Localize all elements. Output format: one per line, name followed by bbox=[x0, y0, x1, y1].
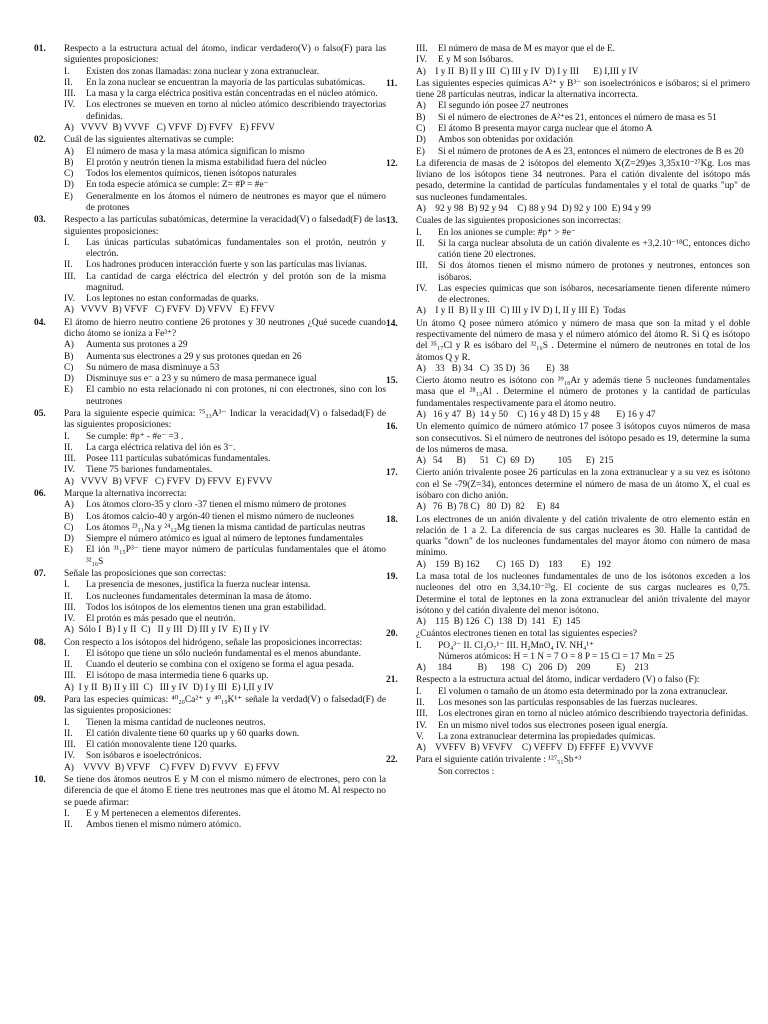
option-text: El cambio no esta relacionado ni con protones, ni con electrones, sino con los neutrones bbox=[86, 385, 386, 407]
question bbox=[386, 79, 750, 158]
question-number: 02. bbox=[34, 135, 46, 146]
option-label: I. bbox=[416, 686, 422, 697]
option-label: III. bbox=[416, 44, 428, 54]
question bbox=[34, 775, 386, 831]
question-text: Cuales de las siguientes proposiciones son incorrectas: bbox=[416, 216, 622, 227]
option-item bbox=[386, 767, 750, 778]
option-text: En toda especie atómica se cumple: Z= #P = #e⁻ bbox=[86, 180, 269, 191]
option-text: Siempre el número atómico es igual al número de leptones fundamentales bbox=[86, 534, 363, 545]
question-number: 08. bbox=[34, 637, 46, 648]
option-text: El protón y neutrón tienen la misma estabilidad fuera del núcleo bbox=[86, 157, 327, 168]
option-item bbox=[34, 272, 386, 295]
option-label: II. bbox=[64, 442, 73, 453]
question bbox=[386, 515, 750, 571]
question-text: La masa total de los nucleones fundamentales de uno de los isótonos exceden a los nucleones del otro en 3,34.10⁻²³g. El cociente de sus cargas nucleares es 0,75. Determine el total de leptones en la zona extranuclear del anión trivalente del mayor isótono y del catión divalente del menor isótono. bbox=[416, 571, 750, 616]
question-text: Respecto a las partículas subatómicas, determine la veracidad(V) o falsedad(F) de las siguientes proposiciones: bbox=[64, 215, 386, 237]
option-item bbox=[34, 443, 386, 454]
option-item bbox=[34, 660, 386, 671]
question-number: 22. bbox=[386, 755, 398, 766]
question-number: 06. bbox=[34, 488, 46, 499]
option-item bbox=[34, 740, 386, 751]
option-text: Los átomos ²³₁₁Na y ²⁴₁₂Mg tienen la misma cantidad de partículas neutras bbox=[86, 522, 366, 533]
option-item bbox=[34, 592, 386, 603]
question-number: 15. bbox=[386, 376, 398, 387]
question-text: Para las especies químicas: ⁴⁰₂₀Ca²⁺ y ⁴⁰₁₉K¹⁺ señale la verdad(V) o falsedad(F) de las siguientes proposiciones: bbox=[64, 695, 386, 717]
option-item bbox=[386, 721, 750, 732]
option-label: B) bbox=[64, 157, 74, 168]
question-text: Con respecto a los isótopos del hidrógeno, señale las proposiciones incorrectas: bbox=[64, 637, 363, 648]
question-header bbox=[386, 79, 750, 102]
option-label: I. bbox=[64, 66, 70, 77]
question-text: Un elemento químico de número atómico 17 posee 3 isótopos cuyos números de masa son consecutivos. Si el número de neutrones del isótopo pesado es 19, determine la suma de los números de masa. bbox=[416, 422, 750, 455]
option-text: El isótopo que tiene un sólo nucleón fundamental es el menos abundante. bbox=[86, 648, 361, 659]
option-label: D) bbox=[416, 135, 426, 146]
option-label: B) bbox=[416, 112, 426, 123]
question-header bbox=[34, 695, 386, 718]
question bbox=[386, 319, 750, 375]
question bbox=[386, 629, 750, 674]
question-header bbox=[386, 572, 750, 617]
option-text: Disminuye sus e⁻ a 23 y su número de masa permanece igual bbox=[86, 374, 317, 385]
option-label: I. bbox=[64, 648, 70, 659]
question-header bbox=[386, 376, 750, 410]
option-item bbox=[34, 809, 386, 820]
option-item bbox=[34, 374, 386, 385]
option-label: IV. bbox=[64, 614, 76, 625]
question-header bbox=[386, 468, 750, 502]
question-header bbox=[386, 629, 750, 640]
option-text: Las especies químicas que son isóbaros, necesariamente tienen diferente número de electrones. bbox=[438, 283, 750, 306]
question-header bbox=[34, 215, 386, 238]
question-header bbox=[34, 638, 386, 649]
question-number: 19. bbox=[386, 571, 398, 582]
question-number: 14. bbox=[386, 318, 398, 329]
option-item bbox=[34, 385, 386, 408]
option-item bbox=[34, 718, 386, 729]
answer-choices: A) Sólo I B) I y II C) II y III D) III y IV E) II y IV bbox=[64, 625, 270, 636]
option-item bbox=[34, 294, 386, 305]
option-item bbox=[34, 352, 386, 363]
option-text: Los hadrones producen interacción fuerte y son las partículas mas livianas. bbox=[86, 260, 367, 271]
option-label: A) bbox=[416, 101, 426, 112]
option-text: Son correctos : bbox=[438, 766, 495, 777]
question bbox=[34, 135, 386, 214]
option-label: A) bbox=[64, 500, 74, 511]
option-item bbox=[34, 580, 386, 591]
option-item bbox=[34, 512, 386, 523]
question bbox=[34, 569, 386, 637]
question-text: Un átomo Q posee número atómico y número de masa que son la mitad y el doble respectivamente del número de masa y el número atómico del átomo R. Si Q es isótopo del ³⁵₁₇Cl y R es isóbaro del ³²₁₆S . Determine el número de neutrones en total de los átomos Q y R. bbox=[416, 318, 750, 363]
option-item bbox=[34, 523, 386, 534]
option-label: IV. bbox=[416, 283, 428, 294]
option-text: Generalmente en los átomos el número de neutrones es mayor que el número de protones bbox=[86, 191, 386, 213]
option-item bbox=[34, 169, 386, 180]
option-label: III. bbox=[64, 740, 76, 751]
question-header bbox=[34, 775, 386, 809]
option-item bbox=[386, 652, 750, 663]
option-label: IV. bbox=[416, 55, 428, 66]
option-text: El protón es más pesado que el neutrón. bbox=[86, 614, 236, 625]
option-label: E) bbox=[64, 545, 73, 556]
question-text: Respecto a la estructura actual del átomo, indicar verdadero (V) o falso (F): bbox=[416, 675, 700, 686]
option-text: La masa y la carga eléctrica positiva están concentradas en el núcleo atómico. bbox=[86, 89, 378, 100]
question-text: Cierto átomo neutro es isótono con ³⁹₁₈Ar y además tiene 5 nucleones fundamentales masa que el ²⁸₁₃Al . Determine el número de protones y la cantidad de partículas fundamentales respectivamente para el átomo neutro. bbox=[416, 376, 750, 409]
answer-choices: A) VVVV B) VVVF C) VFVF D) FVFV E) FFVV bbox=[64, 122, 275, 133]
option-item bbox=[34, 78, 386, 89]
option-item bbox=[386, 147, 750, 158]
question-header bbox=[386, 675, 750, 686]
option-text: En la zona nuclear se encuentran la mayoría de las partículas subatómicas. bbox=[86, 77, 366, 88]
option-label: D) bbox=[64, 180, 74, 191]
answer-choices: A) 115 B) 126 C) 138 D) 141 E) 145 bbox=[416, 617, 581, 628]
answer-choices: A) 92 y 98 B) 92 y 94 C) 88 y 94 D) 92 y 100 E) 94 y 99 bbox=[416, 203, 651, 214]
option-item bbox=[34, 729, 386, 740]
question-header bbox=[386, 216, 750, 227]
option-text: Los átomos calcio-40 y argón-40 tienen el mismo número de nucleones bbox=[86, 511, 354, 522]
option-text: Tiene 75 bariones fundamentales. bbox=[86, 465, 213, 476]
option-label bbox=[416, 767, 438, 778]
option-text: PO₄³⁻ II. Cl₂O₇¹⁻ III. H₂MnO₄ IV. NH₄¹⁺ bbox=[438, 640, 594, 651]
option-text: El catión monovalente tiene 120 quarks. bbox=[86, 740, 237, 751]
question-text: La diferencia de masas de 2 isótopos del elemento X(Z=29)es 3,35x10⁻²⁷Kg. Los mas liviano de los isótopos tiene 34 neutrones. Para el catión divalente del isótopo más pesado, determine la cantidad de partículas fundamentales y el total de quarks "up" de sus nucleones fundamentales. bbox=[416, 158, 750, 203]
question-text: ¿Cuántos electrones tienen en total las siguientes especies? bbox=[416, 629, 638, 640]
option-text: El segundo ión posee 27 neutrones bbox=[438, 101, 569, 112]
option-item bbox=[34, 89, 386, 100]
option-label: III. bbox=[64, 671, 76, 682]
option-label: IV. bbox=[64, 465, 76, 476]
option-label: III. bbox=[64, 602, 76, 613]
option-item bbox=[386, 641, 750, 652]
answer-choices: A) VVVV B) VFVF C) FVFV D) VFVV E) FFVV bbox=[64, 305, 275, 316]
question-header bbox=[34, 135, 386, 146]
question-text: Para la siguiente especie química: ⁷⁵₃₃A³⁻ Indicar la veracidad(V) o falsedad(F) de las siguientes proposiciones: bbox=[64, 409, 386, 431]
option-label: B) bbox=[64, 351, 74, 362]
question-text: Se tiene dos átomos neutros E y M con el mismo número de electrones, pero con la diferencia de que el átomo E tiene tres neutrones mas que el átomo M. Al respecto no se puede afirmar: bbox=[64, 775, 386, 808]
option-text: El número de masa de M es mayor que el de E. bbox=[438, 44, 616, 54]
option-item bbox=[386, 709, 750, 720]
option-item bbox=[34, 671, 386, 682]
option-label: II. bbox=[64, 260, 73, 271]
question-text: Los electrones de un anión divalente y del catión trivalente de otro elemento están en relación de 1 a 2. La diferencia de sus cargas nucleares es 30. Halle la cantidad de quarks "down" de los nucleones fundamentales del mayor átomo con número de masa mínimo. bbox=[416, 514, 750, 559]
question bbox=[34, 489, 386, 568]
option-text: Aumenta sus protones a 29 bbox=[86, 340, 188, 351]
question bbox=[386, 216, 750, 318]
option-item bbox=[34, 820, 386, 831]
option-item bbox=[386, 228, 750, 239]
question-header bbox=[386, 515, 750, 560]
option-text: Son isóbaros e isoelectrónicos. bbox=[86, 751, 202, 762]
question-text: El átomo de hierro neutro contiene 26 protones y 30 neutrones ¿Qué sucede cuando dicho átomo se ioniza a Fe³⁺? bbox=[64, 317, 386, 340]
option-item bbox=[34, 614, 386, 625]
option-item bbox=[34, 363, 386, 374]
option-text: Ambos son obtenidas por oxidación bbox=[438, 135, 573, 146]
question-number: 09. bbox=[34, 695, 46, 706]
answer-choices: A) I y II B) II y III C) III y IV D) I, II y III E) Todas bbox=[416, 306, 626, 317]
option-label: III. bbox=[416, 261, 428, 272]
option-label: E) bbox=[64, 191, 73, 202]
option-label: I. bbox=[64, 808, 70, 819]
option-text: Su número de masa disminuye a 53 bbox=[86, 362, 220, 373]
question-number: 20. bbox=[386, 629, 398, 640]
question-header bbox=[34, 409, 386, 432]
option-item bbox=[386, 55, 750, 66]
option-text: Aumenta sus electrones a 29 y sus protones quedan en 26 bbox=[86, 351, 302, 362]
option-item bbox=[34, 545, 386, 568]
option-text: Tienen la misma cantidad de nucleones neutros. bbox=[86, 717, 266, 728]
option-text: Existen dos zonas llamadas: zona nuclear y zona extranuclear. bbox=[86, 66, 319, 77]
option-label: II. bbox=[64, 77, 73, 88]
option-item bbox=[34, 100, 386, 123]
option-label: III. bbox=[64, 454, 76, 465]
option-item bbox=[34, 534, 386, 545]
option-text: Los átomos cloro-35 y cloro -37 tienen el mismo número de protones bbox=[86, 500, 347, 511]
option-item bbox=[34, 465, 386, 476]
question bbox=[386, 755, 750, 778]
answer-choices: A) 16 y 47 B) 14 y 50 C) 16 y 48 D) 15 y 48 E) 16 y 47 bbox=[416, 410, 656, 420]
question-number: 21. bbox=[386, 675, 398, 686]
option-label: E) bbox=[64, 385, 73, 396]
option-text: Los mesones son las partículas responsables de las fuerzas nucleares. bbox=[438, 698, 698, 709]
option-text: Los electrones se mueven en torno al núcleo atómico describiendo trayectorias definidas. bbox=[86, 100, 386, 122]
option-label: V. bbox=[416, 731, 424, 742]
option-item bbox=[34, 180, 386, 191]
option-item bbox=[386, 113, 750, 124]
option-item bbox=[34, 147, 386, 158]
option-item bbox=[386, 44, 750, 55]
question-text: Señale las proposiciones que son correctas: bbox=[64, 568, 227, 579]
option-label: C) bbox=[416, 123, 426, 134]
option-text: Posee 111 partículas subatómicas fundamentales. bbox=[86, 454, 271, 465]
question-number: 12. bbox=[386, 158, 398, 169]
option-item bbox=[34, 649, 386, 660]
question-header bbox=[34, 44, 386, 67]
option-text: El átomo B presenta mayor carga nuclear que el átomo A bbox=[438, 123, 653, 134]
question bbox=[34, 695, 386, 774]
answer-choices: A) 76 B) 78 C) 80 D) 82 E) 84 bbox=[416, 502, 560, 513]
option-item bbox=[34, 340, 386, 351]
question-number: 16. bbox=[386, 422, 398, 433]
question bbox=[386, 468, 750, 513]
answer-choices: A) VVFFV B) VFVFV C) VFFFV D) FFFFF E) VVVVF bbox=[416, 743, 654, 754]
question bbox=[386, 422, 750, 467]
option-item bbox=[386, 101, 750, 112]
question-header bbox=[386, 755, 750, 766]
question-text: Para el siguiente catión trivalente : ¹²⁷₅₁Sb⁺³ bbox=[416, 755, 582, 766]
option-item bbox=[386, 732, 750, 743]
option-item bbox=[34, 158, 386, 169]
option-text: En un mismo nivel todos sus electrones poseen igual energía. bbox=[438, 720, 668, 731]
option-text: Si el número de protones de A es 23, entonces el número de electrones de B es 20 bbox=[438, 146, 744, 157]
option-label: C) bbox=[64, 362, 74, 373]
option-text: Las únicas partículas subatómicas fundamentales son el protón, neutrón y electrón. bbox=[86, 237, 386, 260]
option-text: Si el número de electrones de A²⁺es 21, entonces el número de masa es 51 bbox=[438, 112, 717, 123]
answer-choices: A) VVVV B) VFVF C) FVFV D) FFVV E) FVVV bbox=[64, 476, 273, 487]
option-item bbox=[386, 239, 750, 262]
option-item bbox=[386, 124, 750, 135]
answer-choices: A) 159 B) 162 C) 165 D) 183 E) 192 bbox=[416, 559, 612, 570]
question-number: 04. bbox=[34, 317, 46, 328]
option-text: Si dos átomos tienen el mismo número de protones y neutrones, entonces son isóbaros. bbox=[438, 261, 750, 283]
option-text: Ambos tienen el mismo número atómico. bbox=[86, 820, 242, 831]
question bbox=[386, 675, 750, 754]
option-item bbox=[34, 192, 386, 215]
answer-choices: A) I y II B) II y III C) III y IV D) I y III E) I,III y IV bbox=[416, 66, 639, 77]
option-text: E y M pertenecen a elementos diferentes. bbox=[86, 808, 241, 819]
question-header bbox=[34, 569, 386, 580]
question-text: Las siguientes especies químicas A²⁺ y B³⁻ son isoelectrónicos e isóbaros; si el primero tiene 28 partículas neutras, indicar la alternativa incorrecta. bbox=[416, 78, 750, 101]
question-header bbox=[386, 422, 750, 456]
option-label: E) bbox=[416, 146, 425, 157]
question-header bbox=[386, 319, 750, 364]
question-header bbox=[386, 159, 750, 204]
option-item bbox=[34, 238, 386, 261]
option-item bbox=[34, 454, 386, 465]
option-label: B) bbox=[64, 511, 74, 522]
option-label: I. bbox=[64, 431, 70, 442]
option-label: D) bbox=[64, 534, 74, 545]
option-text: La presencia de mesones, justifica la fuerza nuclear intensa. bbox=[86, 580, 311, 591]
option-item bbox=[34, 500, 386, 511]
answer-choices: A) 184 B) 198 C) 206 D) 209 E) 213 bbox=[416, 663, 649, 674]
option-label: C) bbox=[64, 522, 74, 533]
answer-choices: A) I y II B) II y III C) III y IV D) I y III E) I,II y IV bbox=[64, 682, 274, 693]
option-text: Los leptones no estan conformadas de quarks. bbox=[86, 294, 259, 305]
question-number: 17. bbox=[386, 468, 398, 479]
option-label: I. bbox=[416, 640, 422, 651]
question bbox=[386, 376, 750, 421]
question-header bbox=[34, 318, 386, 341]
option-label: II. bbox=[416, 698, 425, 709]
option-text: El catión divalente tiene 60 quarks up y 60 quarks down. bbox=[86, 728, 300, 739]
question-number: 01. bbox=[34, 44, 46, 54]
right-column bbox=[386, 44, 750, 779]
question bbox=[34, 638, 386, 694]
question-number: 07. bbox=[34, 568, 46, 579]
option-text: Si la carga nuclear absoluta de un catión divalente es +3,2.10⁻¹⁸C, entonces dicho catión tiene 20 electrones. bbox=[438, 238, 750, 261]
option-text: Los electrones giran en torno al núcleo atómico describiendo trayectoria definidas. bbox=[438, 709, 749, 720]
question-number: 03. bbox=[34, 215, 46, 226]
answer-choices: A) 54 B) 51 C) 69 D) 105 E) 215 bbox=[416, 456, 614, 467]
option-label: II. bbox=[64, 820, 73, 831]
option-text: La carga eléctrica relativa del ión es 3⁻. bbox=[86, 442, 236, 453]
option-text: El volumen o tamaño de un átomo esta determinado por la zona extranuclear. bbox=[438, 686, 728, 697]
option-text: En los aniones se cumple: #p⁺ > #e⁻ bbox=[438, 227, 576, 238]
option-item bbox=[386, 261, 750, 284]
option-text: La cantidad de carga eléctrica del electrón y del protón son de la misma magnitud. bbox=[86, 271, 386, 293]
question-text: Cuál de las siguientes alternativas se cumple: bbox=[64, 135, 234, 146]
option-label: IV. bbox=[416, 720, 428, 731]
question-number: 18. bbox=[386, 514, 398, 525]
option-label bbox=[416, 652, 438, 663]
option-text: La zona extranuclear determina las propiedades químicas. bbox=[438, 731, 656, 742]
option-label: III. bbox=[416, 709, 428, 720]
option-label: III. bbox=[64, 271, 76, 282]
option-item bbox=[34, 432, 386, 443]
option-item bbox=[34, 67, 386, 78]
question-number: 13. bbox=[386, 216, 398, 227]
option-item bbox=[386, 687, 750, 698]
question-header bbox=[34, 489, 386, 500]
option-label: D) bbox=[64, 374, 74, 385]
question bbox=[386, 159, 750, 215]
option-label: I. bbox=[416, 227, 422, 238]
question-text: Respecto a la estructura actual del átomo, indicar verdadero(V) o falso(F) para las siguientes proposiciones: bbox=[64, 44, 386, 66]
question-number: 05. bbox=[34, 409, 46, 419]
option-text: El isótopo de masa intermedia tiene 6 quarks up. bbox=[86, 671, 269, 682]
option-label: I. bbox=[64, 717, 70, 728]
option-item bbox=[386, 284, 750, 307]
option-text: El ión ³¹₁₅P³⁻ tiene mayor número de partículas fundamentales que el átomo ³²₁₆S bbox=[86, 545, 386, 567]
left-column bbox=[34, 44, 386, 832]
option-text: Todos los isótopos de los elementos tienen una gran estabilidad. bbox=[86, 602, 326, 613]
option-label: I. bbox=[64, 237, 70, 248]
question-text: Marque la alternativa incorrecta: bbox=[64, 488, 187, 499]
option-label: IV. bbox=[64, 100, 76, 111]
option-label: III. bbox=[64, 89, 76, 100]
question-number: 10. bbox=[34, 775, 46, 785]
option-item bbox=[34, 603, 386, 614]
question-text: Cierto anión trivalente posee 26 partículas en la zona extranuclear y a su vez es isótono con el Se -79(Z=34), entonces determine el número de masa de un átomo X, el cual es isóbaro con dicho anión. bbox=[416, 468, 750, 501]
option-label: II. bbox=[64, 660, 73, 671]
question bbox=[34, 318, 386, 408]
option-label: A) bbox=[64, 340, 74, 351]
option-label: II. bbox=[64, 591, 73, 602]
question bbox=[34, 409, 386, 488]
option-label: II. bbox=[416, 238, 425, 249]
option-label: IV. bbox=[64, 751, 76, 762]
question bbox=[386, 44, 750, 78]
question bbox=[34, 44, 386, 134]
option-label: A) bbox=[64, 146, 74, 157]
answer-choices: A) VVVV B) VFVF C) FVFV D) FVVV E) FFVV bbox=[64, 762, 280, 773]
option-text: E y M son Isóbaros. bbox=[438, 55, 514, 66]
option-item bbox=[386, 135, 750, 146]
option-text: Todos los elementos químicos, tienen isótopos naturales bbox=[86, 169, 297, 180]
option-item bbox=[34, 260, 386, 271]
option-item bbox=[34, 751, 386, 762]
option-text: Los nucleones fundamentales determinan la masa de átomo. bbox=[86, 591, 312, 602]
option-label: IV. bbox=[64, 294, 76, 305]
option-label: I. bbox=[64, 580, 70, 591]
option-item bbox=[386, 698, 750, 709]
question-number: 11. bbox=[386, 78, 398, 89]
option-text: Se cumple: #p⁺ - #e⁻ =3 . bbox=[86, 431, 184, 442]
answer-choices: A) 33 B) 34 C) 35 D) 36 E) 38 bbox=[416, 363, 569, 374]
option-text: Cuando el deuterio se combina con el oxígeno se forma el agua pesada. bbox=[86, 660, 354, 671]
option-label: II. bbox=[64, 728, 73, 739]
question bbox=[34, 215, 386, 317]
option-text: Números atómicos: H = 1 N = 7 O = 8 P = 15 Cl = 17 Mn = 25 bbox=[438, 651, 675, 662]
question bbox=[386, 572, 750, 628]
option-label: C) bbox=[64, 169, 74, 180]
option-text: El número de masa y la masa atómica significan lo mismo bbox=[86, 146, 305, 157]
